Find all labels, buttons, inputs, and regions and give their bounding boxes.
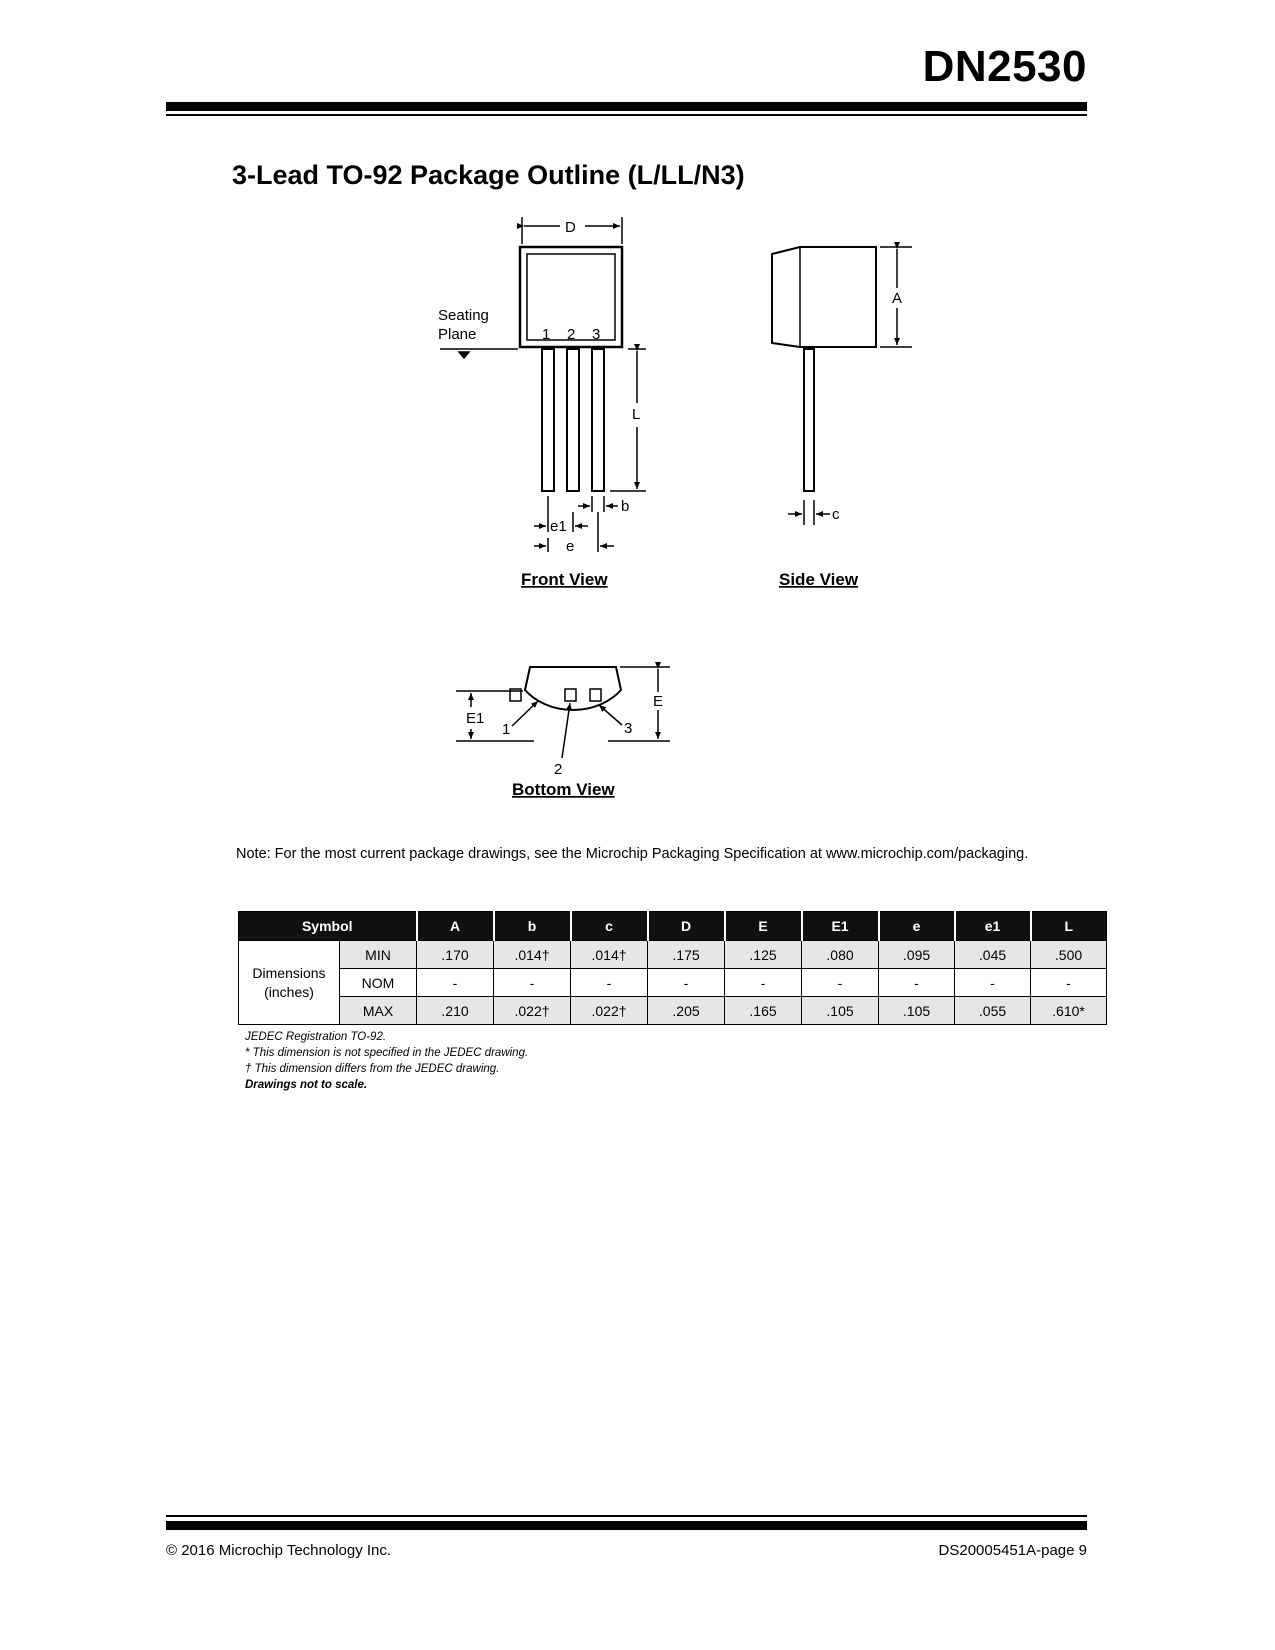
table-cell: .165 <box>725 997 802 1025</box>
table-row <box>239 969 1107 997</box>
bottom-view <box>456 667 670 758</box>
section-title: 3-Lead TO-92 Package Outline (L/LL/N3) <box>232 160 745 190</box>
table-cell: .080 <box>802 941 879 969</box>
table-cell: .500 <box>1031 941 1107 969</box>
header-col: D <box>648 912 725 941</box>
dimensions-table <box>238 911 1107 1025</box>
seating-plane-line2: Plane <box>438 326 477 343</box>
row-label-nom: NOM <box>340 969 417 997</box>
side-view-label: Side View <box>779 570 859 589</box>
table-cell: .022† <box>571 997 648 1025</box>
side-view <box>772 247 912 525</box>
footnote-asterisk: * This dimension is not specified in the JEDEC drawing. <box>245 1047 529 1059</box>
row-label-max: MAX <box>340 997 417 1025</box>
part-number: DN2530 <box>922 42 1087 91</box>
footnote-scale: Drawings not to scale. <box>245 1079 368 1091</box>
front-pin-1: 1 <box>542 326 551 343</box>
label-E: E <box>653 693 664 710</box>
table-footnotes <box>245 1029 528 1093</box>
label-b: b <box>621 498 630 515</box>
header-col: c <box>571 912 648 941</box>
label-A: A <box>892 290 903 307</box>
table-cell: .105 <box>802 997 879 1025</box>
bottom-pin-3: 3 <box>624 720 633 737</box>
footer-rule <box>166 1521 1087 1530</box>
table-cell: - <box>802 969 879 997</box>
seating-plane-line1: Seating <box>438 307 489 324</box>
page-reference: DS20005451A-page 9 <box>938 1542 1087 1559</box>
bottom-pin-1: 1 <box>502 721 511 738</box>
table-cell: .022† <box>494 997 571 1025</box>
table-cell: .014† <box>494 941 571 969</box>
bottom-view-label: Bottom View <box>512 780 615 799</box>
dimensions-label <box>239 941 340 1025</box>
table-cell: - <box>494 969 571 997</box>
copyright: © 2016 Microchip Technology Inc. <box>166 1542 392 1559</box>
table-cell: .105 <box>879 997 955 1025</box>
row-label-min: MIN <box>340 941 417 969</box>
dimensions-label-line2: (inches) <box>264 983 314 1000</box>
front-view <box>440 217 646 552</box>
bottom-pin-2: 2 <box>554 761 563 778</box>
dimensions-label-line1: Dimensions <box>252 964 326 981</box>
table-cell: .170 <box>417 941 494 969</box>
header-col: e1 <box>955 912 1031 941</box>
table-cell: - <box>955 969 1031 997</box>
header-col: e <box>879 912 955 941</box>
label-D: D <box>565 219 576 236</box>
table-cell: - <box>879 969 955 997</box>
footer-rule-thin <box>166 1515 1087 1517</box>
table-cell: - <box>571 969 648 997</box>
table-cell: .014† <box>571 941 648 969</box>
label-E1: E1 <box>466 710 485 727</box>
label-L: L <box>632 406 641 423</box>
table-cell: .125 <box>725 941 802 969</box>
table-cell: .055 <box>955 997 1031 1025</box>
table-cell: - <box>725 969 802 997</box>
footnote-jedec: JEDEC Registration TO-92. <box>245 1031 387 1043</box>
footnote-dagger: † This dimension differs from the JEDEC drawing. <box>245 1063 500 1075</box>
label-c: c <box>832 506 840 523</box>
table-cell: .610* <box>1031 997 1107 1025</box>
packaging-note: Note: For the most current package drawings, see the Microchip Packaging Specification at www.microchip.com/packaging. <box>236 846 1029 862</box>
table-cell: .205 <box>648 997 725 1025</box>
front-view-label: Front View <box>521 570 608 589</box>
table-cell: - <box>417 969 494 997</box>
table-cell: .210 <box>417 997 494 1025</box>
header-col: A <box>417 912 494 941</box>
table-cell: - <box>1031 969 1107 997</box>
table-row <box>239 941 1107 969</box>
table-cell: .095 <box>879 941 955 969</box>
header-col: E1 <box>802 912 879 941</box>
header-col: L <box>1031 912 1107 941</box>
front-pin-2: 2 <box>567 326 576 343</box>
front-pin-3: 3 <box>592 326 601 343</box>
header-symbol: Symbol <box>239 912 417 941</box>
table-cell: .045 <box>955 941 1031 969</box>
header-col: b <box>494 912 571 941</box>
label-e: e <box>566 538 575 555</box>
header-col: E <box>725 912 802 941</box>
table-cell: - <box>648 969 725 997</box>
table-header-row <box>239 912 1107 941</box>
table-row <box>239 997 1107 1025</box>
label-e1: e1 <box>550 518 567 535</box>
table-cell: .175 <box>648 941 725 969</box>
